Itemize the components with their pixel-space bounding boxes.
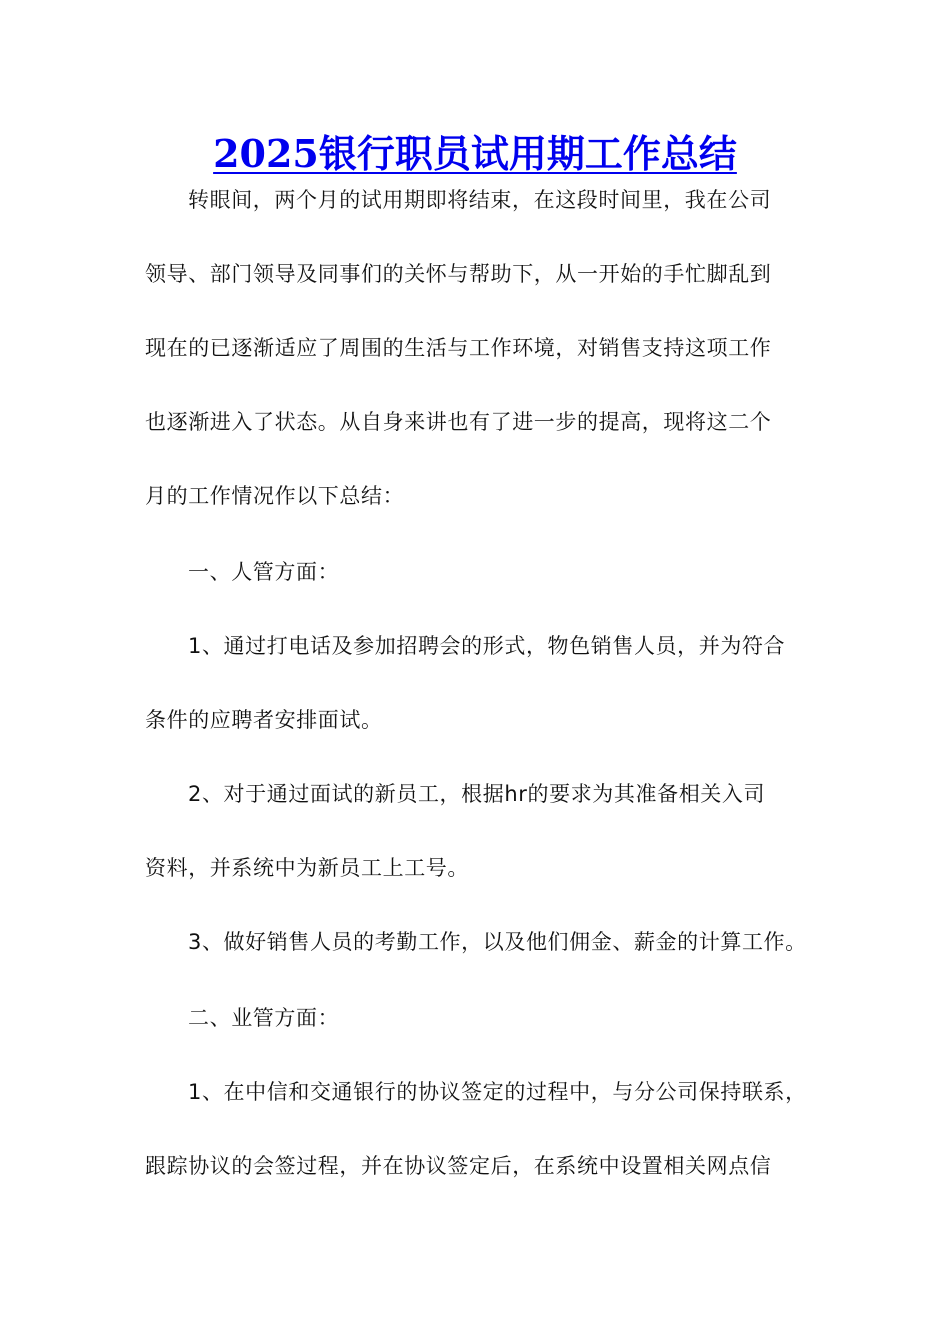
paragraph-line: 1、通过打电话及参加招聘会的形式，物色销售人员，并为符合 xyxy=(188,634,786,658)
paragraph-line: 3、做好销售人员的考勤工作，以及他们佣金、薪金的计算工作。 xyxy=(188,930,807,954)
paragraph-line: 跟踪协议的会签过程，并在协议签定后，在系统中设置相关网点信 xyxy=(145,1154,772,1178)
paragraph-line: 现在的已逐渐适应了周围的生活与工作环境，对销售支持这项工作 xyxy=(145,336,772,360)
section-heading: 二、业管方面： xyxy=(188,1006,340,1030)
paragraph-line: 2、对于通过面试的新员工，根据hr的要求为其准备相关入司 xyxy=(188,782,766,806)
paragraph-line: 1、在中信和交通银行的协议签定的过程中，与分公司保持联系， xyxy=(188,1080,807,1104)
section-heading: 一、人管方面： xyxy=(188,560,340,584)
paragraph-line: 转眼间，两个月的试用期即将结束，在这段时间里，我在公司 xyxy=(188,188,772,212)
paragraph-line: 月的工作情况作以下总结： xyxy=(145,484,405,508)
paragraph-line: 也逐渐进入了状态。从自身来讲也有了进一步的提高，现将这二个 xyxy=(145,410,772,434)
document-title: 2025银行职员试用期工作总结 xyxy=(213,131,737,176)
paragraph-line: 领导、部门领导及同事们的关怀与帮助下，从一开始的手忙脚乱到 xyxy=(145,262,772,286)
paragraph-line: 资料，并系统中为新员工上工号。 xyxy=(145,856,469,880)
paragraph-line: 条件的应聘者安排面试。 xyxy=(145,708,383,732)
